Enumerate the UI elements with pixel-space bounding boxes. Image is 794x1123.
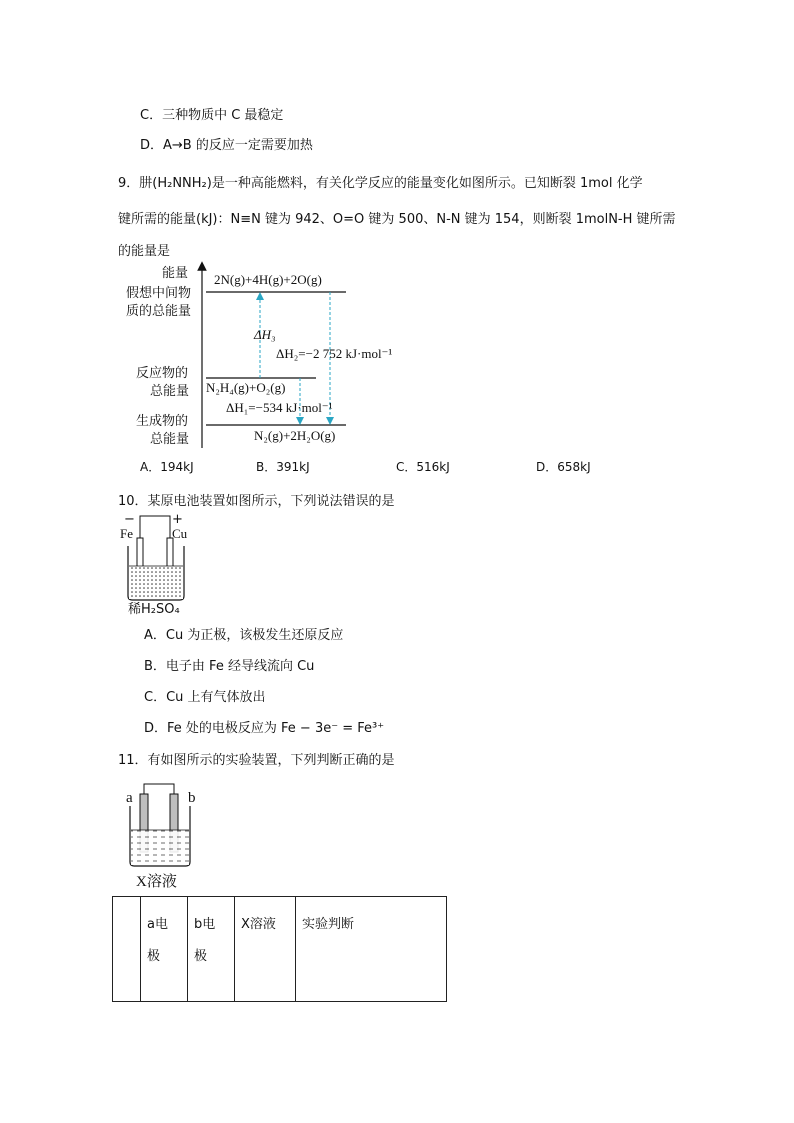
dh2-label: ΔH₂=−2 752 kJ·mol⁻¹ xyxy=(276,346,393,361)
level-bot-species: N₂(g)+2H₂O(g) xyxy=(254,428,336,443)
table-header-cell-3: X溶液 xyxy=(235,897,296,1002)
q11-stem: 11．有如图所示的实验装置，下列判断正确的是 xyxy=(118,753,395,768)
table-header-cell-0 xyxy=(113,897,141,1002)
level-mid-label-1: 反应物的 xyxy=(136,366,189,381)
acid-label: 稀H₂SO₄ xyxy=(128,602,180,617)
q9-stem-line2: 键所需的能量(kJ)：N≡N 键为 942、O=O 键为 500、N-N 键为 154，则断裂 1molN-H 键所需 xyxy=(118,212,676,227)
dh3-label: ΔH₃ xyxy=(254,327,276,342)
q10-option-d: D．Fe 处的电极反应为 Fe − 3e⁻ = Fe³⁺ xyxy=(144,721,385,736)
q10-stem: 10．某原电池装置如图所示，下列说法错误的是 xyxy=(118,494,395,509)
axis-label: 能量 xyxy=(162,266,189,281)
table-header-cell-1: a电极 xyxy=(141,897,188,1002)
q10-option-a: A．Cu 为正极，该极发生还原反应 xyxy=(144,628,344,643)
q9-option-d: D．658kJ xyxy=(536,460,591,474)
q10-option-b: B．电子由 Fe 经导线流向 Cu xyxy=(144,659,315,674)
label-b: b xyxy=(188,790,196,806)
table-header-cell-2: b电极 xyxy=(188,897,235,1002)
q9-option-b: B．391kJ xyxy=(256,460,310,474)
fe-label: Fe xyxy=(120,526,133,541)
q8-option-c: C．三种物质中 C 最稳定 xyxy=(140,108,284,123)
level-top-label-2: 质的总能量 xyxy=(126,304,192,319)
q9-stem-line1: 9．肼(H₂NNH₂)是一种高能燃料，有关化学反应的能量变化如图所示。已知断裂 1mol 化学 xyxy=(118,176,643,191)
x-solution xyxy=(131,830,189,865)
acid-solution xyxy=(129,566,183,599)
level-mid-label-2: 总能量 xyxy=(150,384,190,399)
q9-option-c: C．516kJ xyxy=(396,460,450,474)
minus-sign: − xyxy=(124,512,135,527)
q10-option-c: C．Cu 上有气体放出 xyxy=(144,690,266,705)
level-top-label-1: 假想中间物 xyxy=(126,286,192,301)
level-mid-species: N₂H₄(g)+O₂(g) xyxy=(206,380,286,395)
x-solution-label: X溶液 xyxy=(136,874,177,890)
table-header-row xyxy=(113,897,447,1002)
label-a: a xyxy=(126,790,133,806)
level-bot-label-1: 生成物的 xyxy=(136,414,189,429)
level-bot-label-2: 总能量 xyxy=(150,432,190,447)
electrolysis-figure xyxy=(120,780,210,872)
cu-label: Cu xyxy=(172,526,188,541)
table-header-cell-4: 实验判断 xyxy=(296,897,447,1002)
q8-option-d: D．A→B 的反应一定需要加热 xyxy=(140,138,313,153)
q9-option-a: A．194kJ xyxy=(140,460,194,474)
level-top-species: 2N(g)+4H(g)+2O(g) xyxy=(214,272,322,287)
dh1-label: ΔH₁=−534 kJ·mol⁻¹ xyxy=(226,400,333,415)
q9-stem-line3: 的能量是 xyxy=(118,244,171,259)
q11-table xyxy=(112,896,447,1002)
plus-sign: + xyxy=(172,512,183,527)
